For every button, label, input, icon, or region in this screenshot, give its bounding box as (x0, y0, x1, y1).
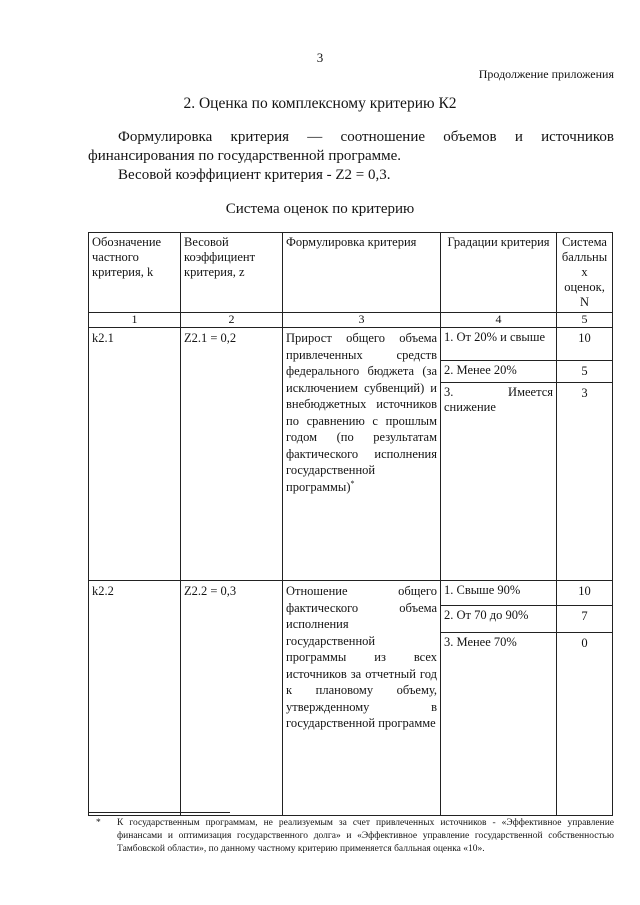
column-number-cell: 2 (181, 313, 283, 328)
criterion-weight: Весовой коэффициент критерия - Z2 = 0,3. (118, 167, 391, 183)
criterion-formulation-cell (283, 581, 441, 816)
header-weight-coefficient: Весовой коэффициент критерия, z (181, 233, 283, 313)
gradation-cell: 3. Имеется снижение (441, 383, 557, 581)
score-cell: 10 (557, 581, 613, 606)
table-row (89, 328, 613, 361)
gradation-cell: 1. От 20% и свыше (441, 328, 557, 361)
footnote-divider (88, 812, 230, 813)
footnote-marker: * (96, 818, 101, 828)
criterion-description: Формулировка критерия — соотношение объемов и источников финансирования по государственной программе. (88, 129, 614, 164)
column-number-cell: 5 (557, 313, 613, 328)
weight-coefficient-cell: Z2.1 = 0,2 (181, 328, 283, 581)
table-header-row (89, 233, 613, 313)
criterion-code-cell: k2.2 (89, 581, 181, 816)
score-cell: 10 (557, 328, 613, 361)
gradation-cell: 1. Свыше 90% (441, 581, 557, 606)
criterion-code-cell: k2.1 (89, 328, 181, 581)
footnote-text: К государственным программам, не реализуемым за счет привлеченных источников - «Эффективное управление финансами и оптимизация государственного долга» и «Эффективное управление государственной собственностью Тамбовской области», по данному частному критерию применяется балльная оценка «10». (117, 818, 614, 854)
page-number: 3 (316, 50, 324, 65)
gradation-cell: 3. Менее 70% (441, 633, 557, 816)
formulation-text: Отношение общего фактического объема исполнения государственной программы из всех источников за отчетный год к плановому объему, утвержденному в государственной программе (286, 584, 437, 730)
continuation-note: Продолжение приложения (478, 67, 614, 81)
score-cell: 5 (557, 361, 613, 383)
header-gradations: Градации критерия (441, 233, 557, 313)
header-criterion-code: Обозначение частного критерия, k (89, 233, 181, 313)
score-cell: 0 (557, 633, 613, 816)
footnote (96, 817, 614, 856)
gradation-cell: 2. Менее 20% (441, 361, 557, 383)
section-heading: 2. Оценка по комплексному критерию К2 (183, 95, 457, 112)
gradation-cell: 2. От 70 до 90% (441, 606, 557, 633)
column-number-row (89, 313, 613, 328)
footnote-reference: * (350, 478, 355, 488)
table-row (89, 581, 613, 606)
table-caption: Система оценок по критерию (225, 201, 415, 217)
scoring-table (88, 232, 613, 816)
column-number-cell: 4 (441, 313, 557, 328)
formulation-text: Прирост общего объема привлеченных средств федерального бюджета (за исключением субвенций) и внебюджетных источников по сравнению с прошлым годом (по результатам фактического исполнения государственной программы) (286, 331, 437, 494)
score-cell: 7 (557, 606, 613, 633)
column-number-cell: 3 (283, 313, 441, 328)
weight-coefficient-cell: Z2.2 = 0,3 (181, 581, 283, 816)
column-number-cell: 1 (89, 313, 181, 328)
criterion-formulation-cell (283, 328, 441, 581)
header-formulation: Формулировка критерия (283, 233, 441, 313)
header-score-system: Система балльных оценок, N (557, 233, 613, 313)
score-cell: 3 (557, 383, 613, 581)
